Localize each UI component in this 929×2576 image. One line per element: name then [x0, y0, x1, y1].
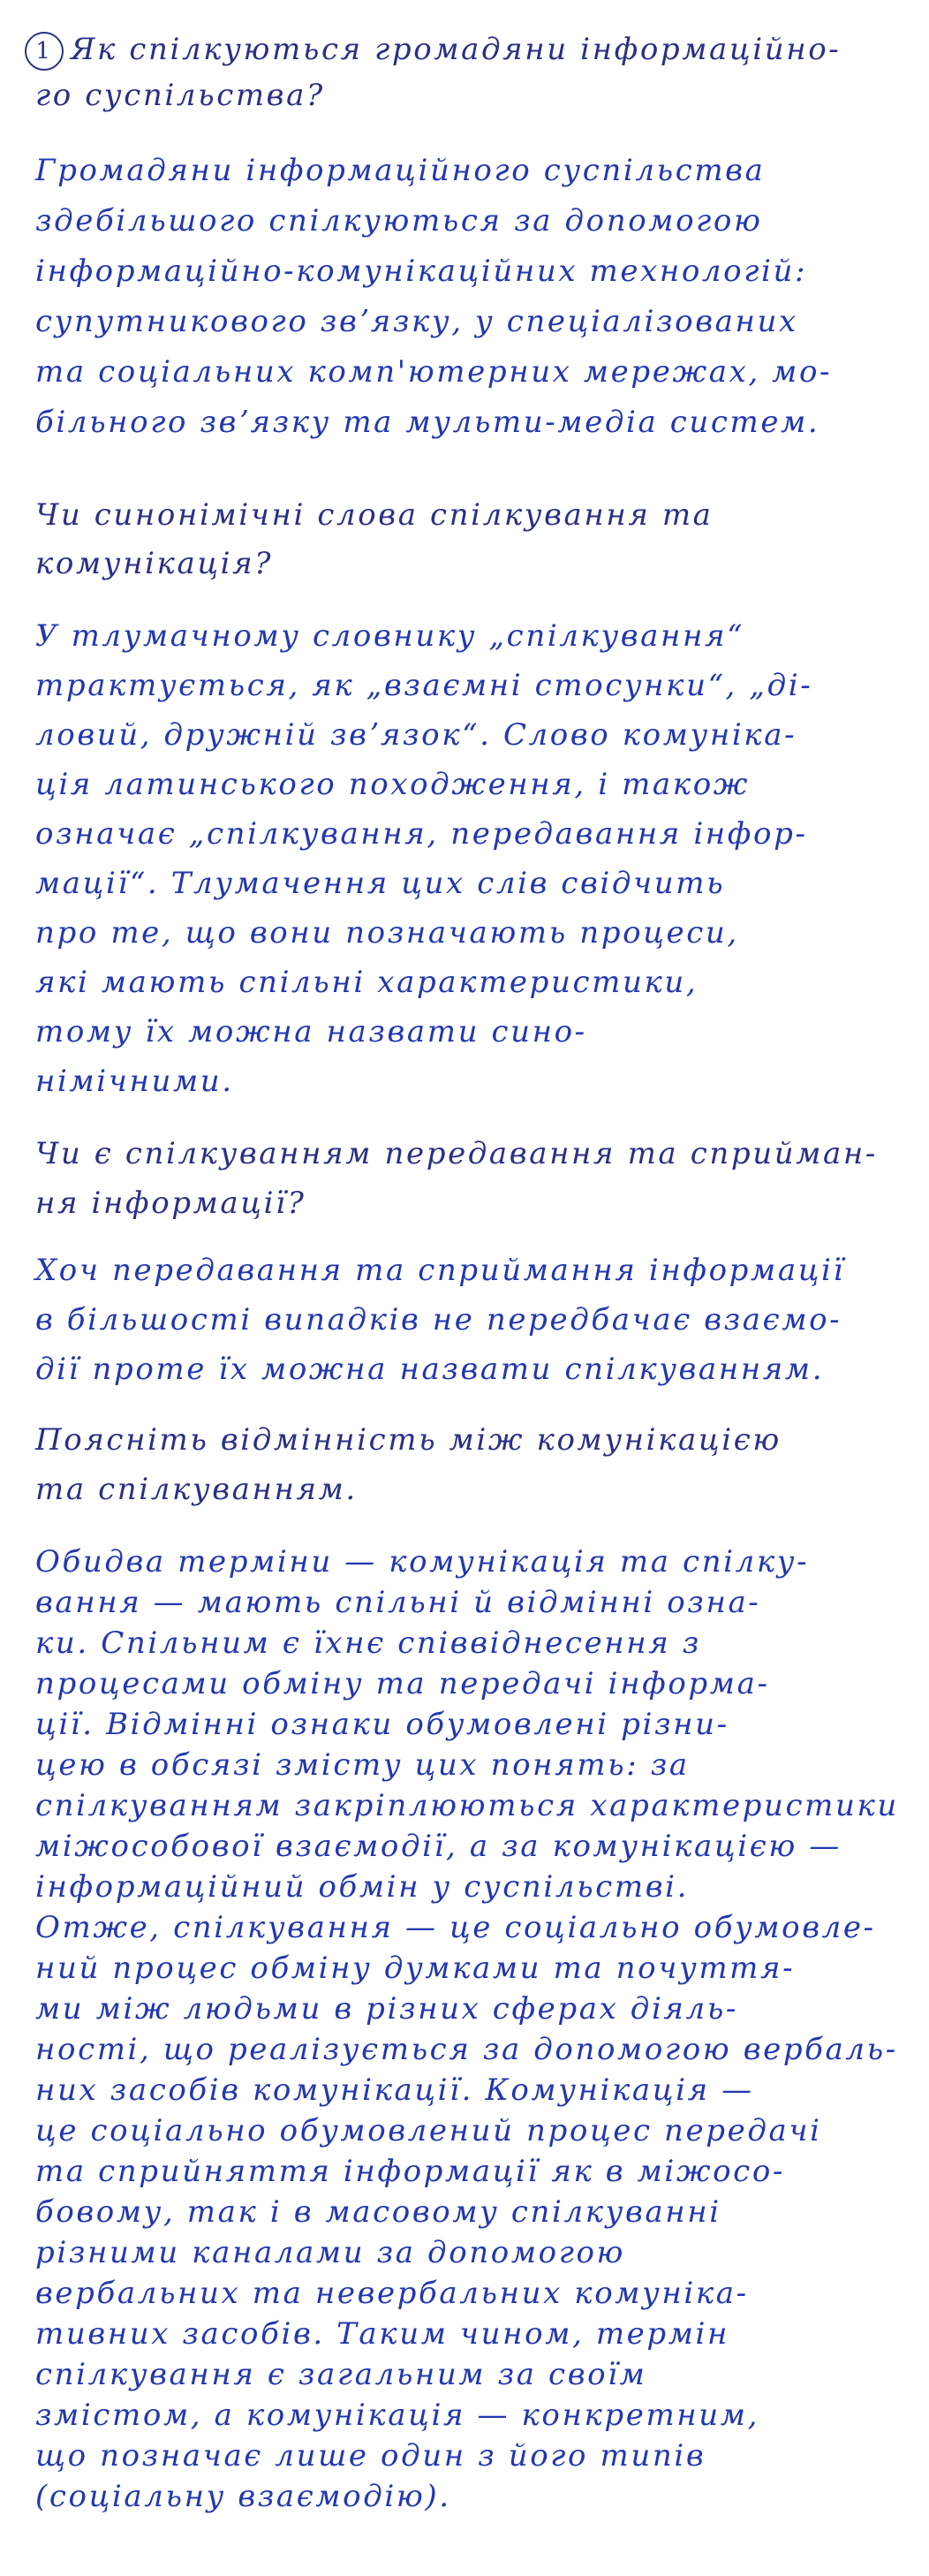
- answer-line: означає „спілкування, передавання інфор-: [35, 816, 808, 852]
- question-text: Як спілкуються громадяни інформаційно-: [71, 32, 842, 67]
- answer-line: (соціальну взаємодію).: [35, 2479, 451, 2514]
- answer-line: це соціально обумовлений процес передачі: [35, 2113, 822, 2148]
- answer-line: Отже, спілкування — це соціально обумовле-: [35, 1910, 876, 1945]
- answer-line: змістом, а комунікація — конкретним,: [35, 2398, 759, 2433]
- answer-line: Хоч передавання та сприймання інформації: [35, 1253, 845, 1288]
- answer-line: більного звʼязку та мульти-медіа систем.: [35, 405, 820, 440]
- answer-line: ції. Відмінні ознаки обумовлені різни-: [35, 1707, 729, 1742]
- answer-line: тивних засобів. Таким чином, термін: [35, 2316, 730, 2352]
- answer-line: трактується, як „взаємні стосунки“, „ді-: [35, 668, 813, 703]
- question-line: ня інформації?: [35, 1186, 306, 1221]
- answer-line: бовому, так і в масовому спілкуванні: [35, 2194, 721, 2230]
- answer-line: інформаційно-комунікаційних технологій:: [35, 254, 808, 289]
- question-line: [25, 25, 841, 74]
- question-line: та спілкуванням.: [35, 1472, 358, 1507]
- answer-line: Обидва терміни — комунікація та спілку-: [35, 1544, 810, 1580]
- answer-line: вербальних та невербальних комуніка-: [35, 2276, 749, 2311]
- answer-line: ми між людьми в різних сферах діяль-: [35, 1991, 738, 2027]
- answer-line: здебільшого спілкуються за допомогою: [35, 203, 763, 239]
- answer-line: ний процес обміну думками та почуття-: [35, 1951, 796, 1986]
- answer-line: що позначає лише один з його типів: [35, 2438, 706, 2474]
- answer-line: німічними.: [35, 1064, 234, 1099]
- answer-line: процесами обміну та передачі інформа-: [35, 1666, 770, 1701]
- answer-line: вання — мають спільні й відмінні озна-: [35, 1585, 761, 1620]
- answer-line: та соціальних комп'ютерних мережах, мо-: [35, 354, 833, 390]
- answer-line: мації“. Тлумачення цих слів свідчить: [35, 866, 726, 901]
- answer-line: ція латинського походження, і також: [35, 767, 751, 802]
- answer-line: міжособової взаємодії, а за комунікацією —: [35, 1829, 842, 1864]
- answer-line: тому їх можна назвати сино-: [35, 1014, 587, 1049]
- answer-line: різними каналами за допомогою: [35, 2235, 626, 2270]
- answer-line: У тлумачному словнику „спілкування“: [35, 618, 745, 654]
- answer-line: в більшості випадків не передбачає взаємо-: [35, 1302, 842, 1337]
- answer-line: ки. Спільним є їхнє співвіднесення з: [35, 1625, 701, 1661]
- answer-line: супутникового звʼязку, у спеціалізованих: [35, 304, 798, 339]
- answer-line: Громадяни інформаційного суспільства: [35, 153, 766, 188]
- question-line: Чи синонімічні слова спілкування та: [35, 497, 714, 533]
- answer-line: них засобів комунікації. Комунікація —: [35, 2072, 754, 2108]
- answer-line: дії проте їх можна назвати спілкуванням.: [35, 1352, 825, 1387]
- answer-line: цею в обсязі змісту цих понять: за: [35, 1747, 690, 1783]
- question-number: 1: [25, 32, 64, 71]
- answer-line: та сприйняття інформації як в міжосо-: [35, 2154, 785, 2189]
- answer-line: про те, що вони позначають процеси,: [35, 915, 739, 951]
- answer-line: спілкуванням закріплюються характеристики: [35, 1788, 899, 1823]
- question-line: комунікація?: [35, 546, 274, 581]
- answer-line: спілкування є загальним за своїм: [35, 2357, 647, 2392]
- answer-line: ності, що реалізується за допомогою вербаль-: [35, 2032, 898, 2067]
- answer-line: ловий, дружній звʼязок“. Слово комуніка-: [35, 717, 797, 753]
- question-line: го суспільства?: [35, 78, 325, 113]
- answer-line: які мають спільні характеристики,: [35, 965, 699, 1000]
- question-line: Поясніть відмінність між комунікацією: [35, 1422, 782, 1458]
- question-line: Чи є спілкуванням передавання та сприйман-: [35, 1136, 878, 1171]
- answer-line: інформаційний обмін у суспільстві.: [35, 1869, 689, 1905]
